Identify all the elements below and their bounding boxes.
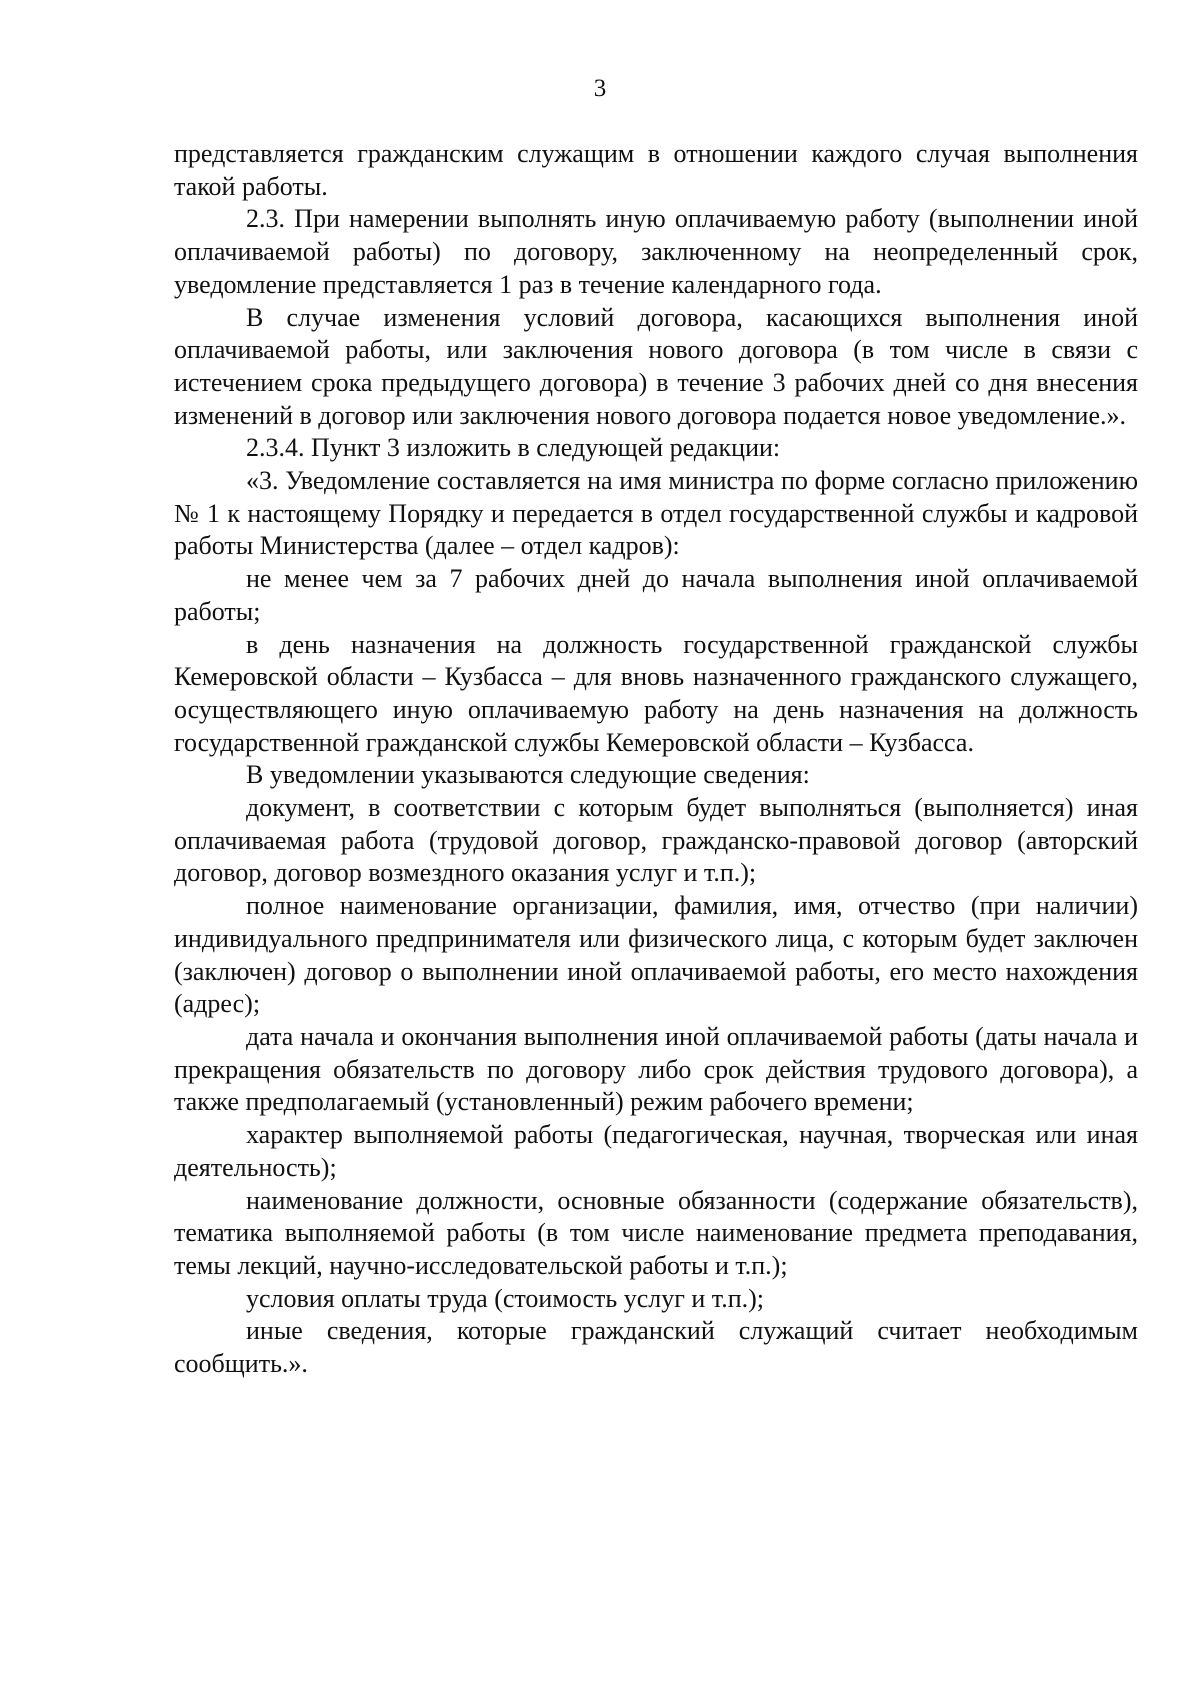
paragraph-point-3: «3. Уведомление составляется на имя министра по форме согласно приложению № 1 к настоящему Порядку и передается в отдел государственной службы и кадровой работы Министерства (далее – отдел кадров): [174, 466, 1138, 561]
page-number: 3 [593, 75, 607, 102]
paragraph-2-3-4: 2.3.4. Пункт 3 изложить в следующей редакции: [246, 433, 781, 463]
paragraph-change-conditions: В случае изменения условий договора, касающихся выполнения иной оплачиваемой работы, или заключения нового договора (в том числе в связи с истечением срока предыдущего договора) в течение 3 рабочих дней со дня внесения изменений в договор или заключения нового договора подается новое уведомление.». [174, 302, 1138, 430]
paragraph-payment: условия оплаты труда (стоимость услуг и т.п.); [246, 1283, 765, 1313]
paragraph-document: документ, в соответствии с которым будет выполняться (выполняется) иная оплачиваемая работа (трудовой договор, гражданско-правовой договор (авторский договор, договор возмездного оказания услуг и т.п.); [174, 793, 1138, 888]
document-body [174, 138, 1138, 1381]
paragraph-other: иные сведения, которые гражданский служащий считает необходимым сообщить.». [174, 1316, 1138, 1379]
paragraph-organization: полное наименование организации, фамилия, имя, отчество (при наличии) индивидуального предпринимателя или физического лица, с которым будет заключен (заключен) договор о выполнении иной оплачиваемой работы, его место нахождения (адрес); [174, 891, 1138, 1019]
paragraph-dates: дата начала и окончания выполнения иной оплачиваемой работы (даты начала и прекращения обязательств по договору либо срок действия трудового договора), а также предполагаемый (установленный) режим рабочего времени; [174, 1021, 1138, 1117]
paragraph-continuation: представляется гражданским служащим в отношении каждого случая выполнения такой работы. [174, 139, 1138, 201]
paragraph-nature: характер выполняемой работы (педагогическая, научная, творческая или иная деятельность); [174, 1120, 1138, 1182]
paragraph-2-3: 2.3. При намерении выполнять иную оплачиваемую работу (выполнении иной оплачиваемой работы) по договору, заключенному на неопределенный срок, уведомление представляется 1 раз в течение календарного года. [174, 204, 1138, 299]
paragraph-seven-days: не менее чем за 7 рабочих дней до начала выполнения иной оплачиваемой работы; [174, 564, 1138, 626]
paragraph-info-list: В уведомлении указываются следующие сведения: [246, 760, 810, 790]
paragraph-position: наименование должности, основные обязанности (содержание обязательств), тематика выполняемой работы (в том числе наименование предмета преподавания, темы лекций, научно-исследовательской работы и т.п.); [174, 1185, 1138, 1280]
paragraph-appointment-day: в день назначения на должность государственной гражданской службы Кемеровской области – Кузбасса – для вновь назначенного гражданского служащего, осуществляющего иную оплачиваемую работу на день назначения на должность государственной гражданской службы Кемеровской области – Кузбасса. [174, 629, 1138, 757]
